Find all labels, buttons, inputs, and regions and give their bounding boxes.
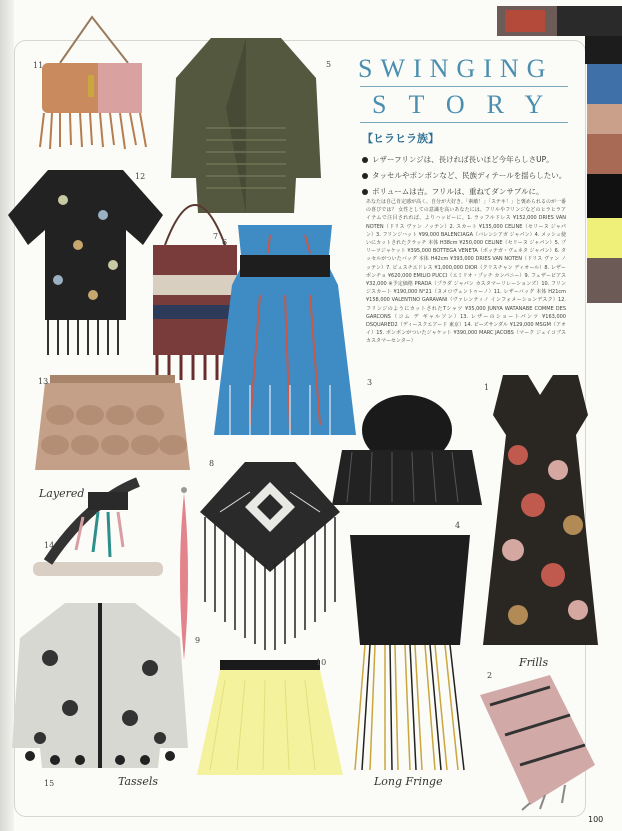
label-layered: Layered: [39, 487, 85, 500]
bullet-text: ボリュームは吉。フリルは、重ねてダンサブルに。: [372, 187, 544, 196]
title-rule: [360, 122, 568, 123]
title-rule: [360, 86, 568, 87]
label-long-fringe: Long Fringe: [374, 775, 443, 788]
label-tassels: Tassels: [118, 775, 159, 788]
item-number: 10: [316, 658, 327, 667]
patterned-scarf-image: [470, 675, 600, 810]
item-number: 1: [484, 383, 490, 392]
bullet-dot-icon: [362, 157, 368, 163]
bullet-item: [362, 154, 554, 165]
item-number: 8: [209, 459, 215, 468]
label-frills: Frills: [519, 656, 549, 669]
leather-poncho-image: [200, 462, 340, 652]
ruffle-dress-image: [478, 375, 603, 655]
item-number: 13: [38, 377, 49, 386]
bullet-text: レザーフリンジは、長ければ長いほど今年らしさUP。: [372, 155, 554, 164]
pompom-jacket-image: [10, 598, 190, 773]
item-number: 3: [367, 378, 373, 387]
article-title-line1: SWINGING: [358, 54, 554, 83]
item-number: 7: [213, 232, 219, 241]
item-number: 15: [44, 779, 55, 788]
item-number: 6: [222, 238, 228, 247]
bullet-item: [362, 170, 566, 181]
fringe-tshirt-image: [8, 170, 163, 360]
fringe-hat-image: [332, 390, 482, 510]
item-number: 5: [326, 60, 332, 69]
item-number: 4: [455, 521, 461, 530]
item-number: 2: [487, 671, 493, 680]
item-number: 12: [135, 172, 146, 181]
bullet-dot-icon: [362, 173, 368, 179]
article-body-text: あなたは自己肯定感が高く、自分が大好き。「素敵！」「ステキ！」と褒められるのが一番の喜びでは？ 女性としての意識を高いあなたには、フリルやフリンジなどのヒラヒラアイテムで注目されれば、よりハッピーに。1. ラッフルドレス ¥152,000 DRIES VAN NOTEN（ドリス ヴァン ノッテン）2. スカート ¥135,000 CELINE（セリーヌ ジャパン）3. フリンジハット ¥99,000 BALENCIAGA（バレンシアガ ジャパン）4. メッシュ使いにカットされたクラッチ 本体 H38cm ¥250,000 CELINE（セリーヌ ジャパン）5. プリーツジャケット ¥395,000 BOTTEGA VENETA（ボッテガ・ヴェネタ ジャパン）6. タッセルがついたバッグ 本体 H42cm ¥393,000 DRIES VAN NOTEN（ドリス ヴァン ノッテン）7. ビュスチエドレス ¥1,000,000 DIOR（クリスチャン ディオール）8. レザーポンチョ ¥620,000 EMILIO PUCCI（エミリオ・プッチ カンパニー）9. フェザーピアス ¥32,000 ※予定価格 PRADA（プラダ ジャパン カスタマーリレーションズ）10. フリンジスカート ¥190,000 N°21（ヌメロヴェントゥーノ）11. レザーバッグ 本体 H21cm ¥158,000 VALENTINO GARAVANI（ヴァレンティノ インフォメーションデスク）12. フリンジのようにカットされたTシャツ ¥35,000 JUNYA WATANABE COMME DES GARCONS（コム デ ギャルソン）13. レザーのショートパンツ ¥163,000 DSQUARED2（ディースクエアード 東京）14. ビーズサンダル ¥129,000 MSGM（アオイ）15. ボンボンがついたジャケット ¥390,000 MARC JACOBS（マーク ジェイコブス カスタマーセンター）: [366, 199, 566, 345]
page-number: 100: [588, 815, 604, 824]
layered-shorts-image: [35, 375, 190, 475]
category-tag: 【ヒラヒラ族】: [362, 132, 439, 145]
article-title-line2: STORY: [372, 90, 566, 119]
bullet-dot-icon: [362, 189, 368, 195]
bullet-text: タッセルやポンポンなど、民族ディテールを揺らしたい。: [372, 171, 567, 180]
item-number: 11: [33, 61, 44, 70]
leather-bag-image: [30, 15, 155, 155]
yellow-fringe-skirt-image: [195, 660, 345, 780]
item-number: 14: [44, 541, 55, 550]
item-number: 9: [195, 636, 201, 645]
long-fringe-skirt-image: [340, 535, 480, 775]
bullet-item: [362, 186, 544, 197]
